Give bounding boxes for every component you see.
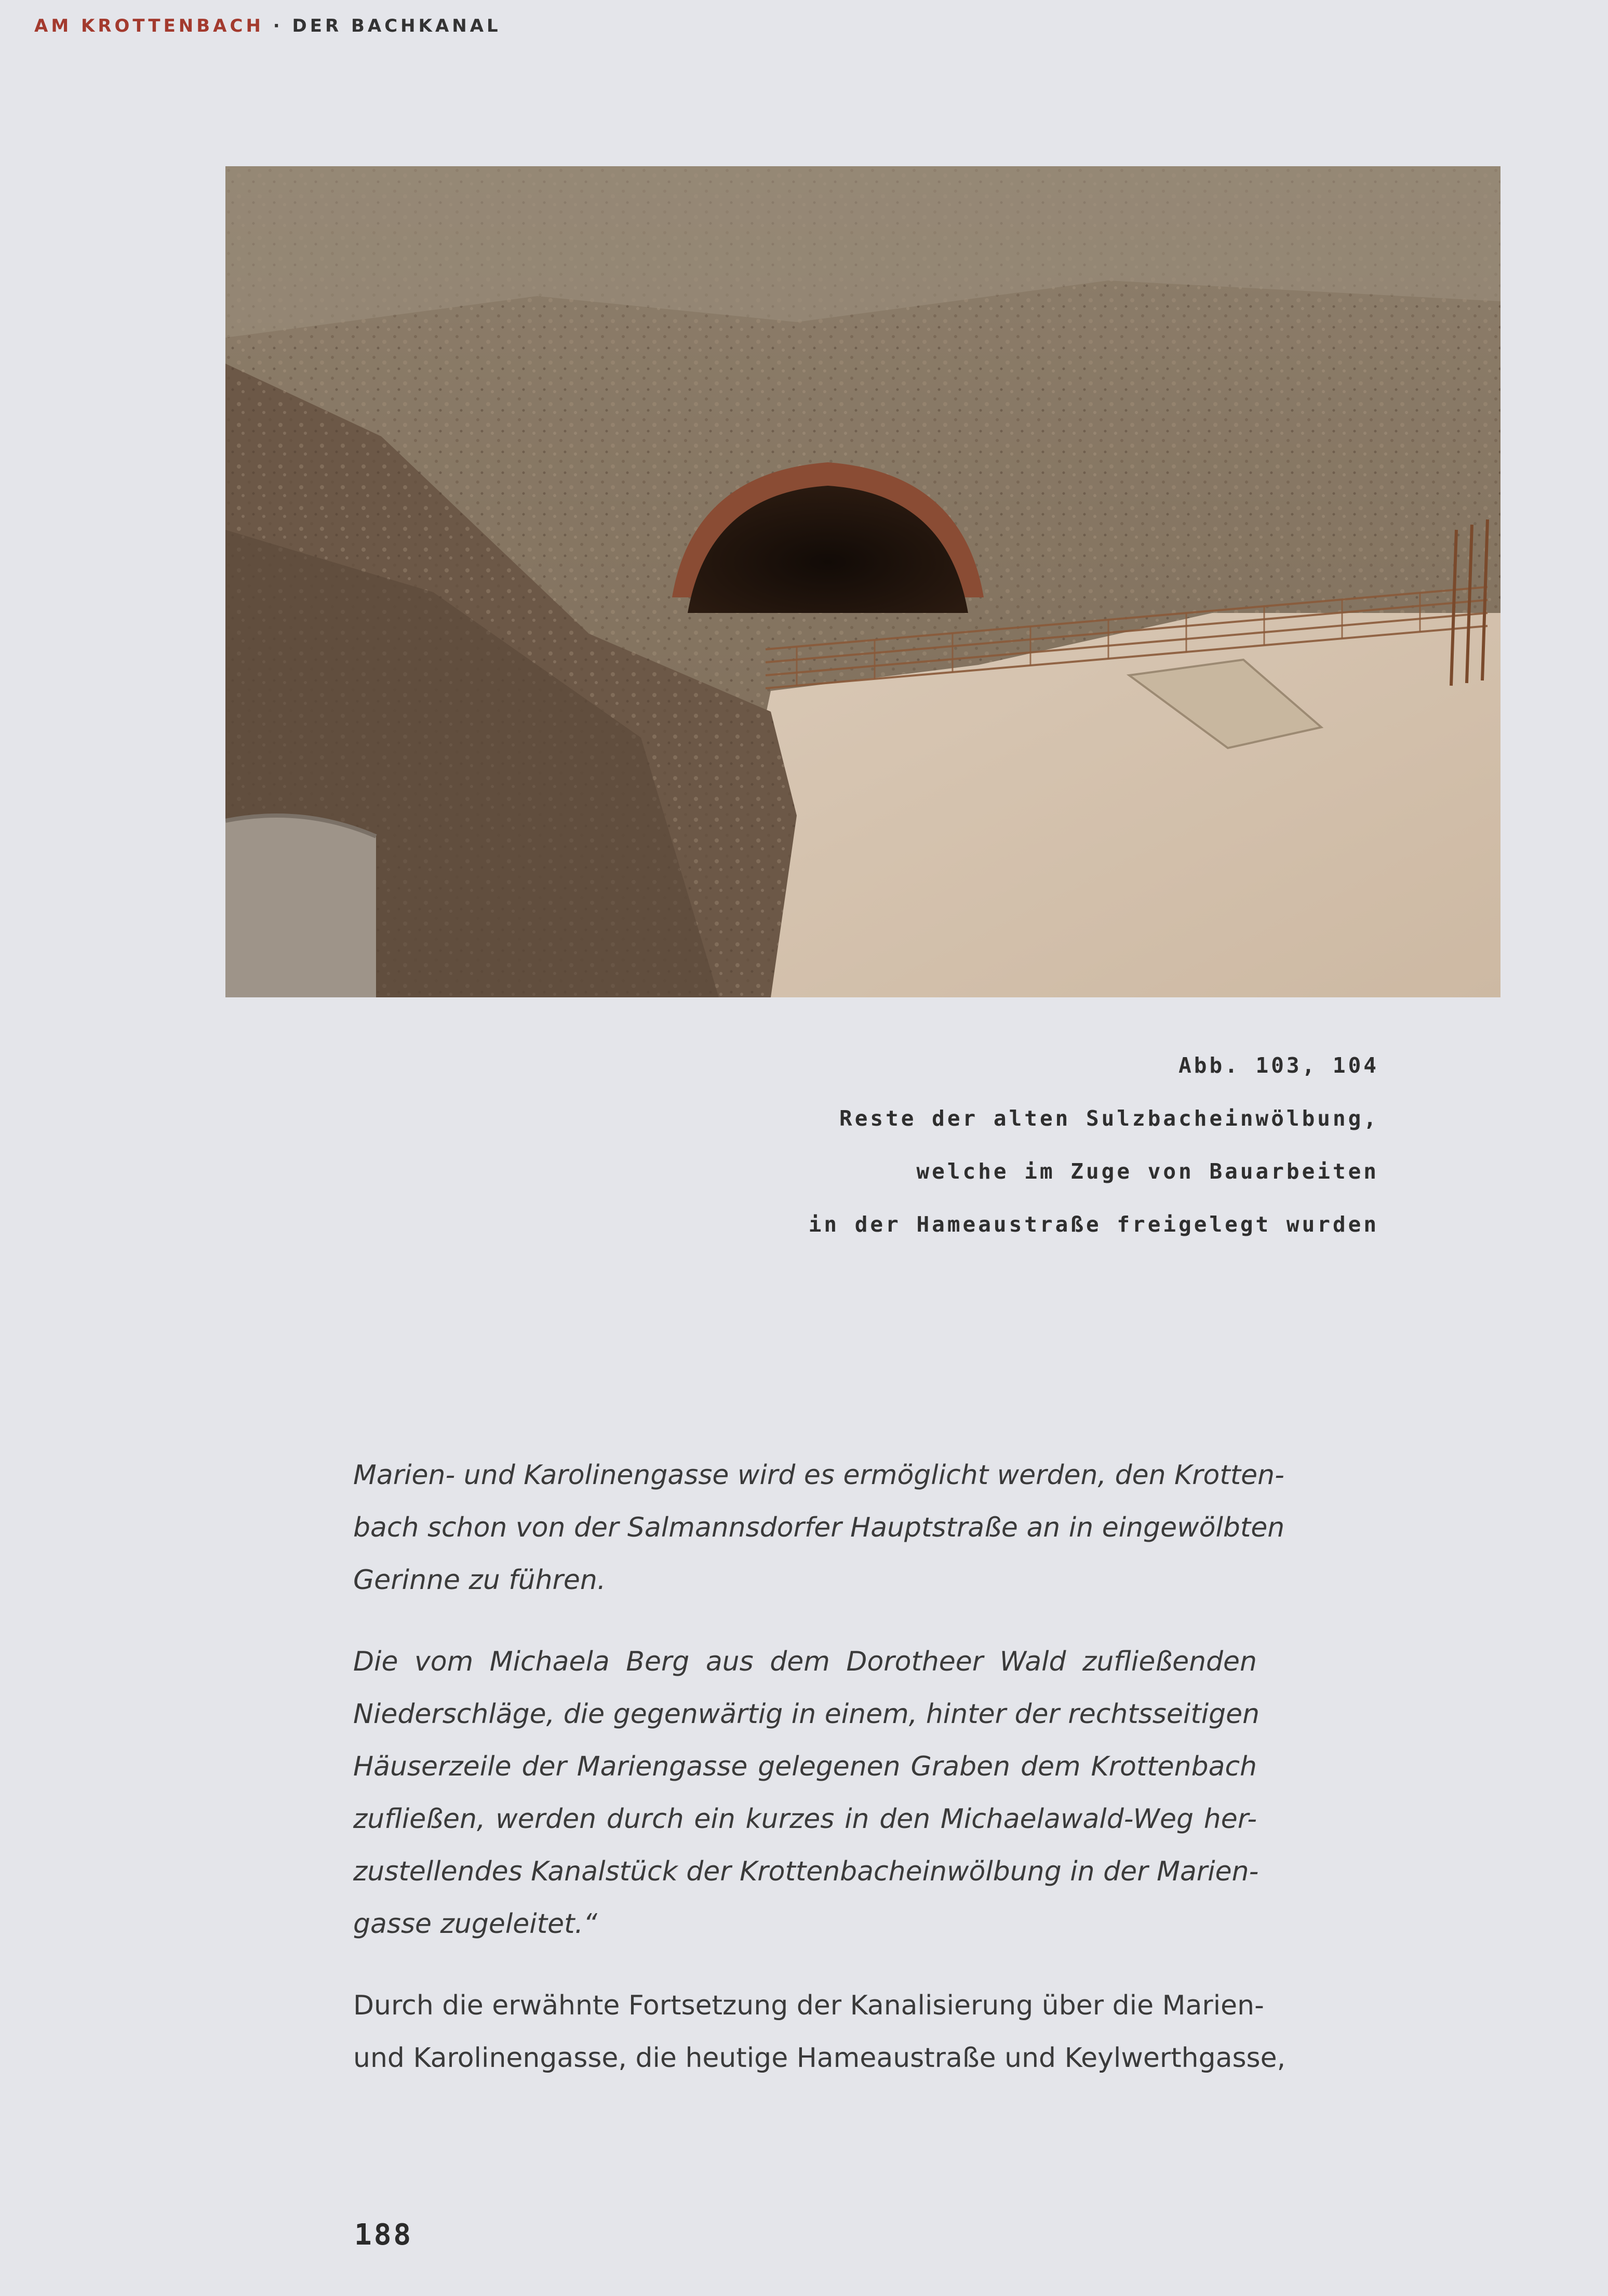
text-line: bach schon von der Salmannsdorfer Hauptstraße an in eingewölbten	[353, 1512, 1285, 1543]
text-line: Marien- und Karolinengasse wird es ermöglicht werden, den Krotten-	[353, 1460, 1284, 1491]
caption-line: in der Hameaustraße freigelegt wurden	[808, 1212, 1379, 1237]
text-line: Durch die erwähnte Fortsetzung der Kanalisierung über die Marien-	[353, 1990, 1264, 2021]
text-line: Gerinne zu führen.	[353, 1565, 606, 1596]
figure-caption	[652, 1039, 1379, 1251]
page-number: 188	[354, 2218, 413, 2252]
running-head-section: AM KROTTENBACH	[34, 16, 264, 36]
text-line: Niederschläge, die gegenwärtig in einem, hinter der rechtsseitigen	[353, 1699, 1260, 1730]
body-text	[353, 1449, 1286, 2114]
text-line: und Karolinengasse, die heutige Hameaustraße und Keylwerthgasse,	[353, 2043, 1286, 2074]
caption-figure-number: Abb. 103, 104	[1178, 1053, 1379, 1078]
running-head-chapter: DER BACHKANAL	[292, 16, 501, 36]
text-line: Häuserzeile der Mariengasse gelegenen Graben dem Krottenbach	[353, 1751, 1257, 1782]
text-line: zustellendes Kanalstück der Krottenbacheinwölbung in der Marien-	[353, 1856, 1259, 1887]
running-head-separator: ·	[273, 16, 283, 36]
caption-line: Reste der alten Sulzbacheinwölbung,	[839, 1106, 1379, 1131]
quoted-paragraph-2	[353, 1636, 1260, 1951]
body-paragraph	[353, 1980, 1286, 2085]
running-head	[34, 16, 501, 36]
text-line: zufließen, werden durch ein kurzes in den Michaelawald-Weg her-	[353, 1804, 1257, 1835]
caption-line: welche im Zuge von Bauarbeiten	[916, 1159, 1379, 1184]
excavation-photo	[225, 166, 1500, 997]
quoted-paragraph-1	[353, 1449, 1285, 1607]
text-line: gasse zugeleitet.“	[353, 1908, 597, 1940]
text-line: Die vom Michaela Berg aus dem Dorotheer Wald zufließenden	[353, 1646, 1257, 1677]
